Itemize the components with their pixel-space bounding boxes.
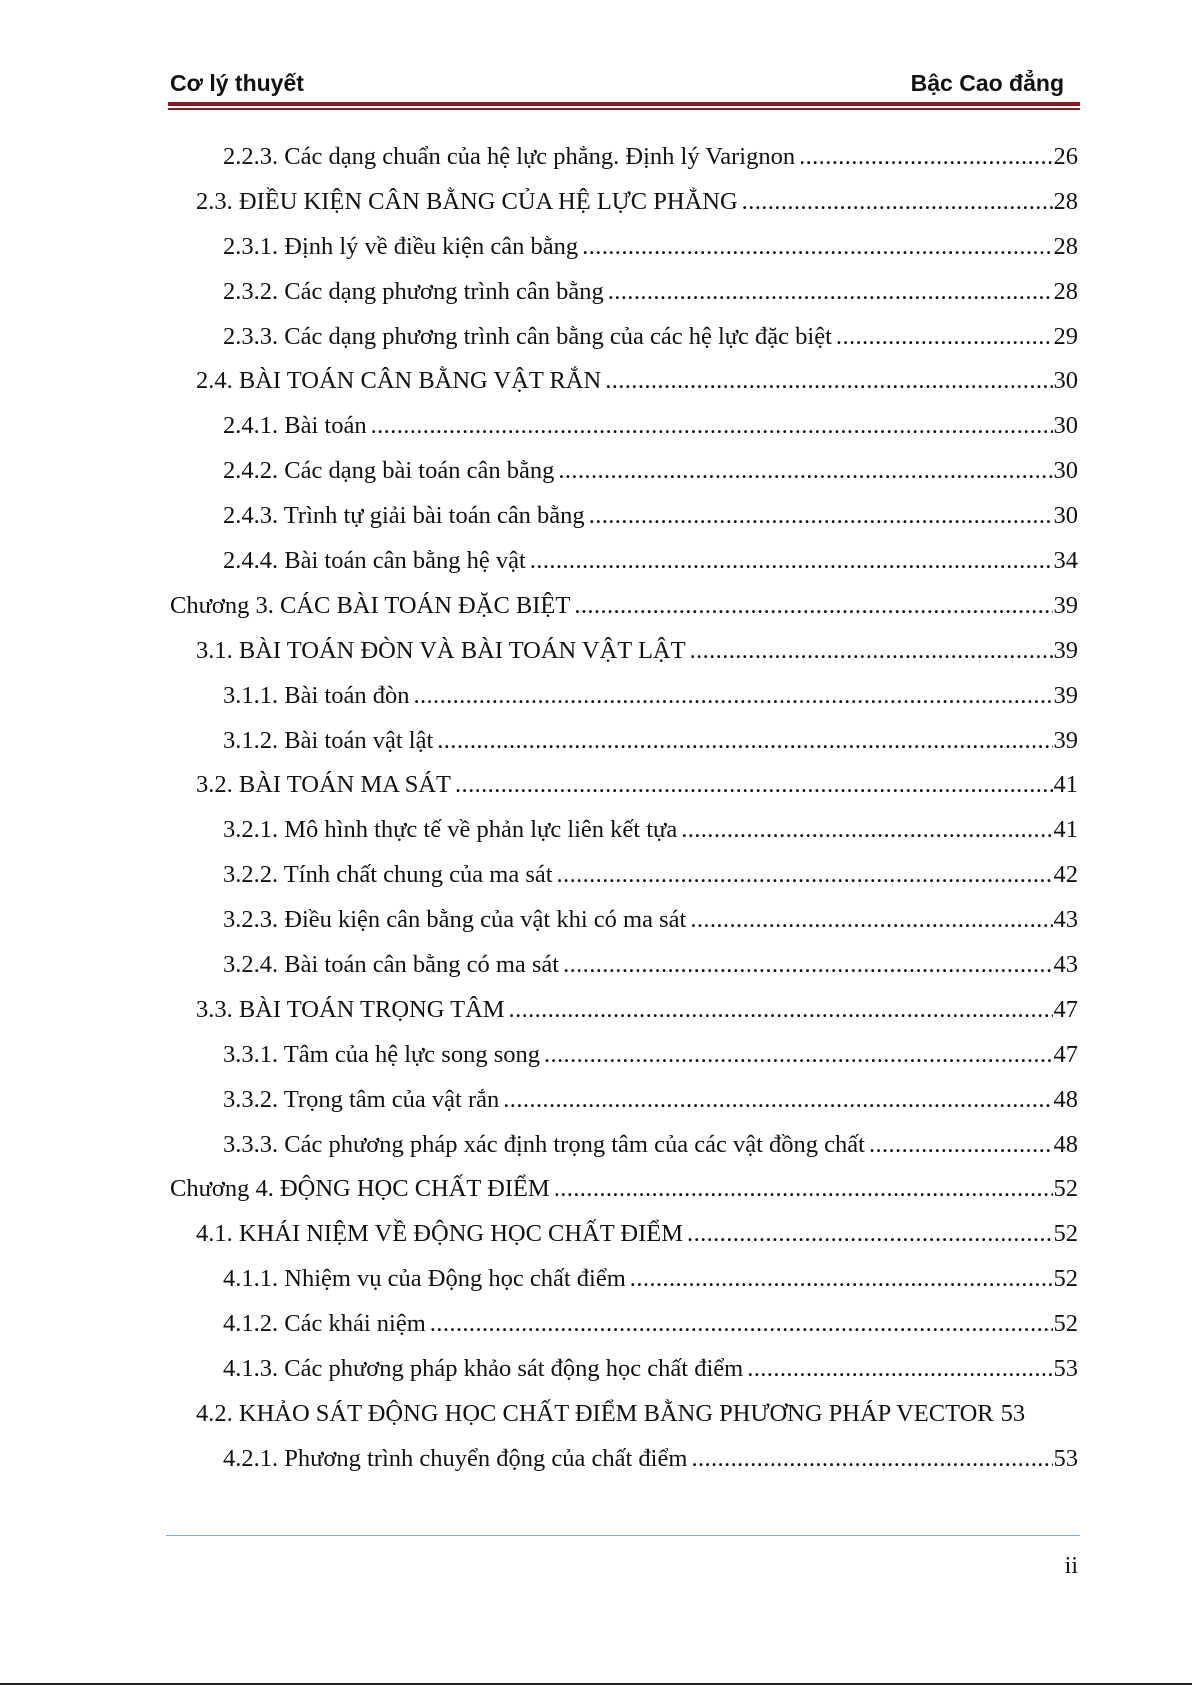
toc-entry-title: 2.3.2. Các dạng phương trình cân bằng xyxy=(223,277,604,305)
toc-entry[interactable] xyxy=(170,404,1078,449)
header-rule-thick xyxy=(168,102,1080,106)
toc-entry-page: 48 xyxy=(1053,1085,1078,1113)
toc-entry-title: 3.2.2. Tính chất chung của ma sát xyxy=(223,861,553,889)
toc-entry-page: 47 xyxy=(1053,1040,1078,1068)
toc-entry-page: 52 xyxy=(1053,1265,1078,1293)
toc-entry[interactable] xyxy=(170,1302,1078,1347)
toc-entry[interactable] xyxy=(170,1123,1078,1168)
toc-entry-page: 41 xyxy=(1053,771,1078,799)
toc-entry-title: 3.3.2. Trọng tâm của vật rắn xyxy=(223,1085,500,1113)
toc-entry[interactable] xyxy=(170,1167,1078,1212)
toc-entry-page: 30 xyxy=(1053,412,1078,440)
toc-dot-leader xyxy=(690,629,1053,674)
toc-entry-title: 3.2.1. Mô hình thực tế về phản lực liên kết tựa xyxy=(223,816,678,844)
toc-entry[interactable] xyxy=(170,1437,1078,1482)
toc-entry-page: 47 xyxy=(1053,995,1078,1023)
toc-dot-leader xyxy=(371,404,1053,449)
toc-dot-leader xyxy=(605,359,1052,404)
toc-entry-page: 34 xyxy=(1053,547,1078,575)
toc-entry[interactable] xyxy=(170,763,1078,808)
toc-entry[interactable] xyxy=(170,1392,1078,1437)
toc-dot-leader xyxy=(836,315,1053,360)
toc-entry-page: 28 xyxy=(1053,187,1078,215)
toc-entry-title: 4.2.1. Phương trình chuyển động của chất điểm xyxy=(223,1444,688,1472)
toc-entry-page: 53 xyxy=(1000,1399,1026,1427)
toc-entry-title: 2.4. BÀI TOÁN CÂN BẰNG VẬT RẮN xyxy=(196,367,602,395)
toc-entry[interactable] xyxy=(170,808,1078,853)
toc-dot-leader xyxy=(437,719,1052,764)
toc-entry-page: 53 xyxy=(1053,1444,1078,1472)
toc-entry-title: 3.1.1. Bài toán đòn xyxy=(223,681,410,709)
toc-dot-leader xyxy=(630,1257,1053,1302)
toc-entry-title: 3.2.4. Bài toán cân bằng có ma sát xyxy=(223,951,560,979)
toc-dot-leader xyxy=(455,763,1052,808)
toc-entry-page: 39 xyxy=(1053,636,1078,664)
toc-dot-leader xyxy=(608,270,1053,315)
toc-dot-leader xyxy=(554,1167,1053,1212)
toc-entry-title: 2.3.3. Các dạng phương trình cân bằng của các hệ lực đặc biệt xyxy=(223,322,832,350)
toc-entry-title: 2.4.3. Trình tự giải bài toán cân bằng xyxy=(223,502,585,530)
toc-entry-title: 3.1.2. Bài toán vật lật xyxy=(223,726,434,754)
toc-entry[interactable] xyxy=(170,898,1078,943)
header-course-title: Cơ lý thuyết xyxy=(170,70,304,96)
toc-entry-title: 3.3.3. Các phương pháp xác định trọng tâm của các vật đồng chất xyxy=(223,1130,865,1158)
toc-entry[interactable] xyxy=(170,719,1078,764)
toc-entry[interactable] xyxy=(170,315,1078,360)
header-level-label: Bậc Cao đẳng xyxy=(910,70,1064,96)
toc-entry-page: 39 xyxy=(1053,726,1078,754)
toc-entry[interactable] xyxy=(170,180,1078,225)
toc-entry-title: 3.3.1. Tâm của hệ lực song song xyxy=(223,1040,540,1068)
toc-dot-leader xyxy=(430,1302,1053,1347)
toc-entry-title: 4.1. KHÁI NIỆM VỀ ĐỘNG HỌC CHẤT ĐIỂM xyxy=(196,1220,684,1248)
toc-entry-page: 28 xyxy=(1053,232,1078,260)
toc-entry[interactable] xyxy=(170,584,1078,629)
toc-entry[interactable] xyxy=(170,1078,1078,1123)
toc-entry-title: 3.2. BÀI TOÁN MA SÁT xyxy=(196,771,452,799)
toc-dot-leader xyxy=(690,898,1052,943)
toc-entry[interactable] xyxy=(170,988,1078,1033)
toc-dot-leader xyxy=(503,1078,1052,1123)
toc-entry-page: 41 xyxy=(1053,816,1078,844)
toc-dot-leader xyxy=(687,1212,1052,1257)
toc-dot-leader xyxy=(582,225,1052,270)
toc-dot-leader xyxy=(563,943,1052,988)
toc-dot-leader xyxy=(574,584,1052,629)
toc-entry-title: 4.1.3. Các phương pháp khảo sát động học chất điểm xyxy=(223,1355,744,1383)
toc-dot-leader xyxy=(413,674,1052,719)
toc-entry-page: 39 xyxy=(1053,681,1078,709)
toc-entry-title: 2.4.1. Bài toán xyxy=(223,412,367,440)
toc-entry-page: 30 xyxy=(1053,367,1078,395)
toc-entry[interactable] xyxy=(170,943,1078,988)
toc-entry-title: 3.2.3. Điều kiện cân bằng của vật khi có ma sát xyxy=(223,906,687,934)
toc-entry-page: 30 xyxy=(1053,457,1078,485)
toc-dot-leader xyxy=(509,988,1053,1033)
toc-entry[interactable] xyxy=(170,225,1078,270)
toc-dot-leader xyxy=(869,1123,1053,1168)
toc-entry-title: 4.1.2. Các khái niệm xyxy=(223,1310,426,1338)
toc-entry-page: 48 xyxy=(1053,1130,1078,1158)
toc-entry[interactable] xyxy=(170,359,1078,404)
toc-entry[interactable] xyxy=(170,539,1078,584)
toc-dot-leader xyxy=(589,494,1053,539)
toc-entry-title: Chương 3. CÁC BÀI TOÁN ĐẶC BIỆT xyxy=(170,591,571,619)
toc-entry-page: 29 xyxy=(1053,322,1078,350)
toc-entry[interactable] xyxy=(170,1033,1078,1078)
toc-entry-title: 2.2.3. Các dạng chuẩn của hệ lực phẳng. Định lý Varignon xyxy=(223,143,796,170)
toc-dot-leader xyxy=(557,853,1053,898)
toc-dot-leader xyxy=(681,808,1052,853)
toc-entry[interactable] xyxy=(170,1257,1078,1302)
toc-entry[interactable] xyxy=(170,449,1078,494)
toc-dot-leader xyxy=(530,539,1053,584)
toc-entry[interactable] xyxy=(170,1212,1078,1257)
toc-entry-title: 2.4.2. Các dạng bài toán cân bằng xyxy=(223,457,555,485)
toc-entry[interactable] xyxy=(170,1347,1078,1392)
toc-entry-title: 2.4.4. Bài toán cân bằng hệ vật xyxy=(223,547,526,575)
toc-entry-page: 52 xyxy=(1053,1220,1078,1248)
toc-entry-title: 3.1. BÀI TOÁN ĐÒN VÀ BÀI TOÁN VẬT LẬT xyxy=(196,636,686,664)
toc-entry-page: 28 xyxy=(1053,277,1078,305)
footer-rule xyxy=(166,1535,1080,1536)
toc-entry-title: 4.2. KHẢO SÁT ĐỘNG HỌC CHẤT ĐIỂM BẰNG PHƯƠNG PHÁP VECTOR xyxy=(196,1399,994,1427)
toc-entry-page: 52 xyxy=(1053,1175,1078,1203)
toc-entry[interactable] xyxy=(170,853,1078,898)
toc-entry[interactable] xyxy=(170,135,1078,180)
toc-entry-page: 39 xyxy=(1053,591,1078,619)
toc-entry-page: 26 xyxy=(1053,143,1078,170)
toc-entry-title: 4.1.1. Nhiệm vụ của Động học chất điểm xyxy=(223,1265,626,1293)
toc-entry-page: 43 xyxy=(1053,906,1078,934)
toc-entry[interactable] xyxy=(170,494,1078,539)
toc-entry-title: 3.3. BÀI TOÁN TRỌNG TÂM xyxy=(196,995,505,1023)
toc-entry-title: Chương 4. ĐỘNG HỌC CHẤT ĐIỂM xyxy=(170,1175,550,1203)
toc-entry-page: 52 xyxy=(1053,1310,1078,1338)
toc-entry[interactable] xyxy=(170,270,1078,315)
header-rule-thin xyxy=(168,108,1080,110)
table-of-contents xyxy=(170,135,1078,1482)
toc-dot-leader xyxy=(799,135,1052,180)
toc-dot-leader xyxy=(747,1347,1052,1392)
toc-entry[interactable] xyxy=(170,674,1078,719)
toc-entry-page: 43 xyxy=(1053,951,1078,979)
toc-dot-leader xyxy=(691,1437,1052,1482)
running-header xyxy=(168,66,1080,100)
toc-entry-title: 2.3.1. Định lý về điều kiện cân bằng xyxy=(223,232,579,260)
toc-entry-title: 2.3. ĐIỀU KIỆN CÂN BẰNG CỦA HỆ LỰC PHẲNG xyxy=(196,187,738,215)
toc-dot-leader xyxy=(544,1033,1053,1078)
toc-dot-leader xyxy=(742,180,1053,225)
toc-entry-page: 42 xyxy=(1053,861,1078,889)
toc-entry-page: 53 xyxy=(1053,1355,1078,1383)
toc-dot-leader xyxy=(558,449,1052,494)
toc-entry-page: 30 xyxy=(1053,502,1078,530)
page-number: ii xyxy=(1064,1553,1078,1579)
toc-entry[interactable] xyxy=(170,629,1078,674)
